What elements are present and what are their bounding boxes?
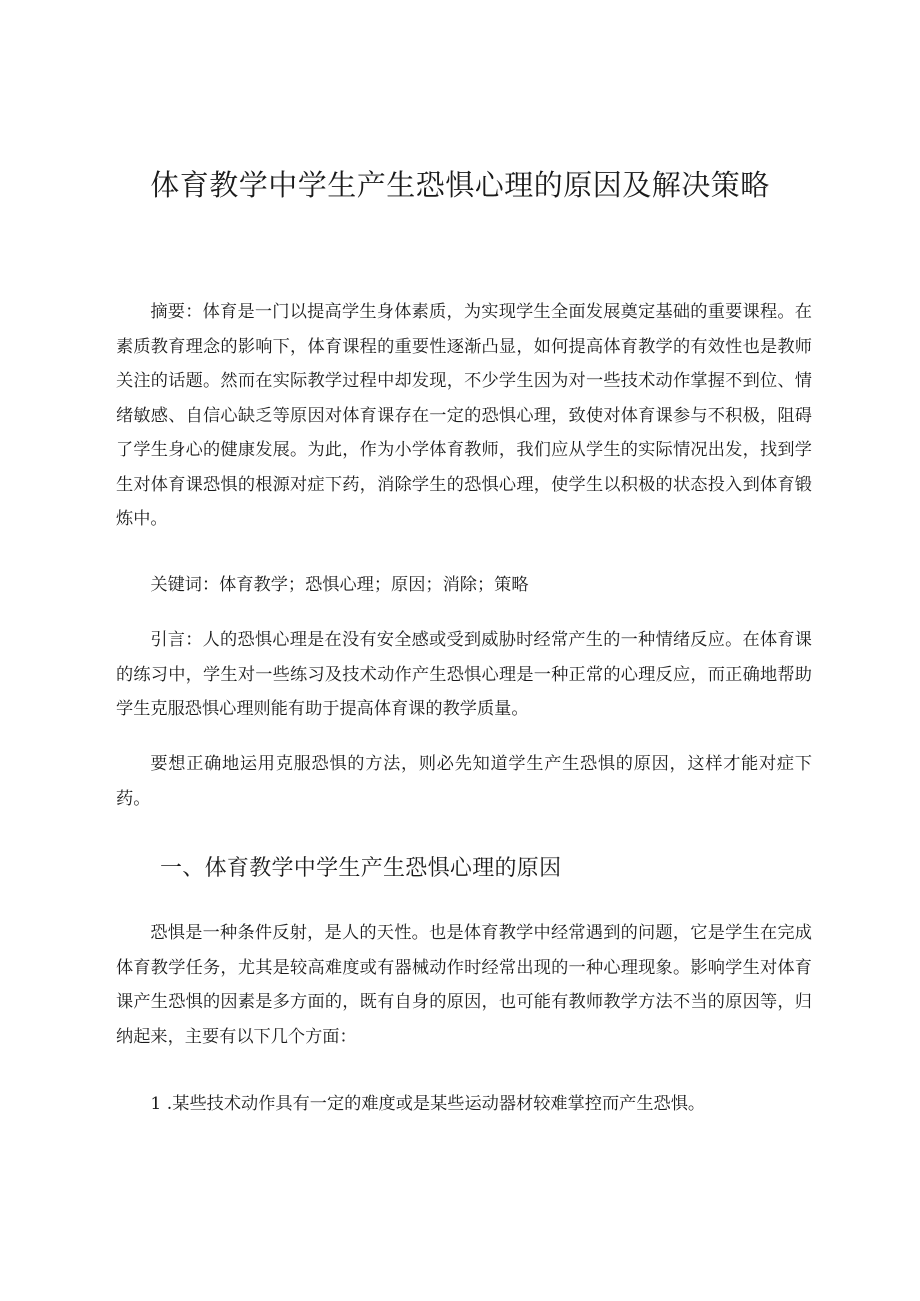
abstract-paragraph: 摘要：体育是一门以提高学生身体素质，为实现学生全面发展奠定基础的重要课程。在素质教育理念的影响下，体育课程的重要性逐渐凸显，如何提高体育教学的有效性也是教师关注的话题。然而在实际教学过程中却发现，不少学生因为对一些技术动作掌握不到位、情绪敏感、自信心缺乏等原因对体育课存在一定的恐惧心理，致使对体育课参与不积极，阻碍了学生身心的健康发展。为此，作为小学体育教师，我们应从学生的实际情况出发，找到学生对体育课恐惧的根源对症下药，消除学生的恐惧心理，使学生以积极的状态投入到体育锻炼中。 [116,302,812,529]
document-title: 体育教学中学生产生恐惧心理的原因及解决策略 [150,168,770,202]
body-paragraph: 恐惧是一种条件反射，是人的天性。也是体育教学中经常遇到的问题，它是学生在完成体育教学任务，尤其是较高难度或有器械动作时经常出现的一种心理现象。影响学生对体育课产生恐惧的因素是多方面的，既有自身的原因，也可能有教师教学方法不当的原因等，归纳起来，主要有以下几个方面： [116,923,812,1047]
list-item: 1 .某些技术动作具有一定的难度或是某些运动器材较难掌控而产生恐惧。 [150,1094,706,1114]
method-paragraph: 要想正确地运用克服恐惧的方法，则必先知道学生产生恐惧的原因，这样才能对症下药。 [116,754,812,809]
intro-paragraph: 引言：人的恐惧心理是在没有安全感或受到威胁时经常产生的一种情绪反应。在体育课的练习中，学生对一些练习及技术动作产生恐惧心理是一种正常的心理反应，而正确地帮助学生克服恐惧心理则能有助于提高体育课的教学质量。 [116,630,812,719]
keywords-paragraph: 关键词：体育教学；恐惧心理；原因；消除；策略 [150,575,529,595]
section-heading: 一、体育教学中学生产生恐惧心理的原因 [160,856,562,881]
